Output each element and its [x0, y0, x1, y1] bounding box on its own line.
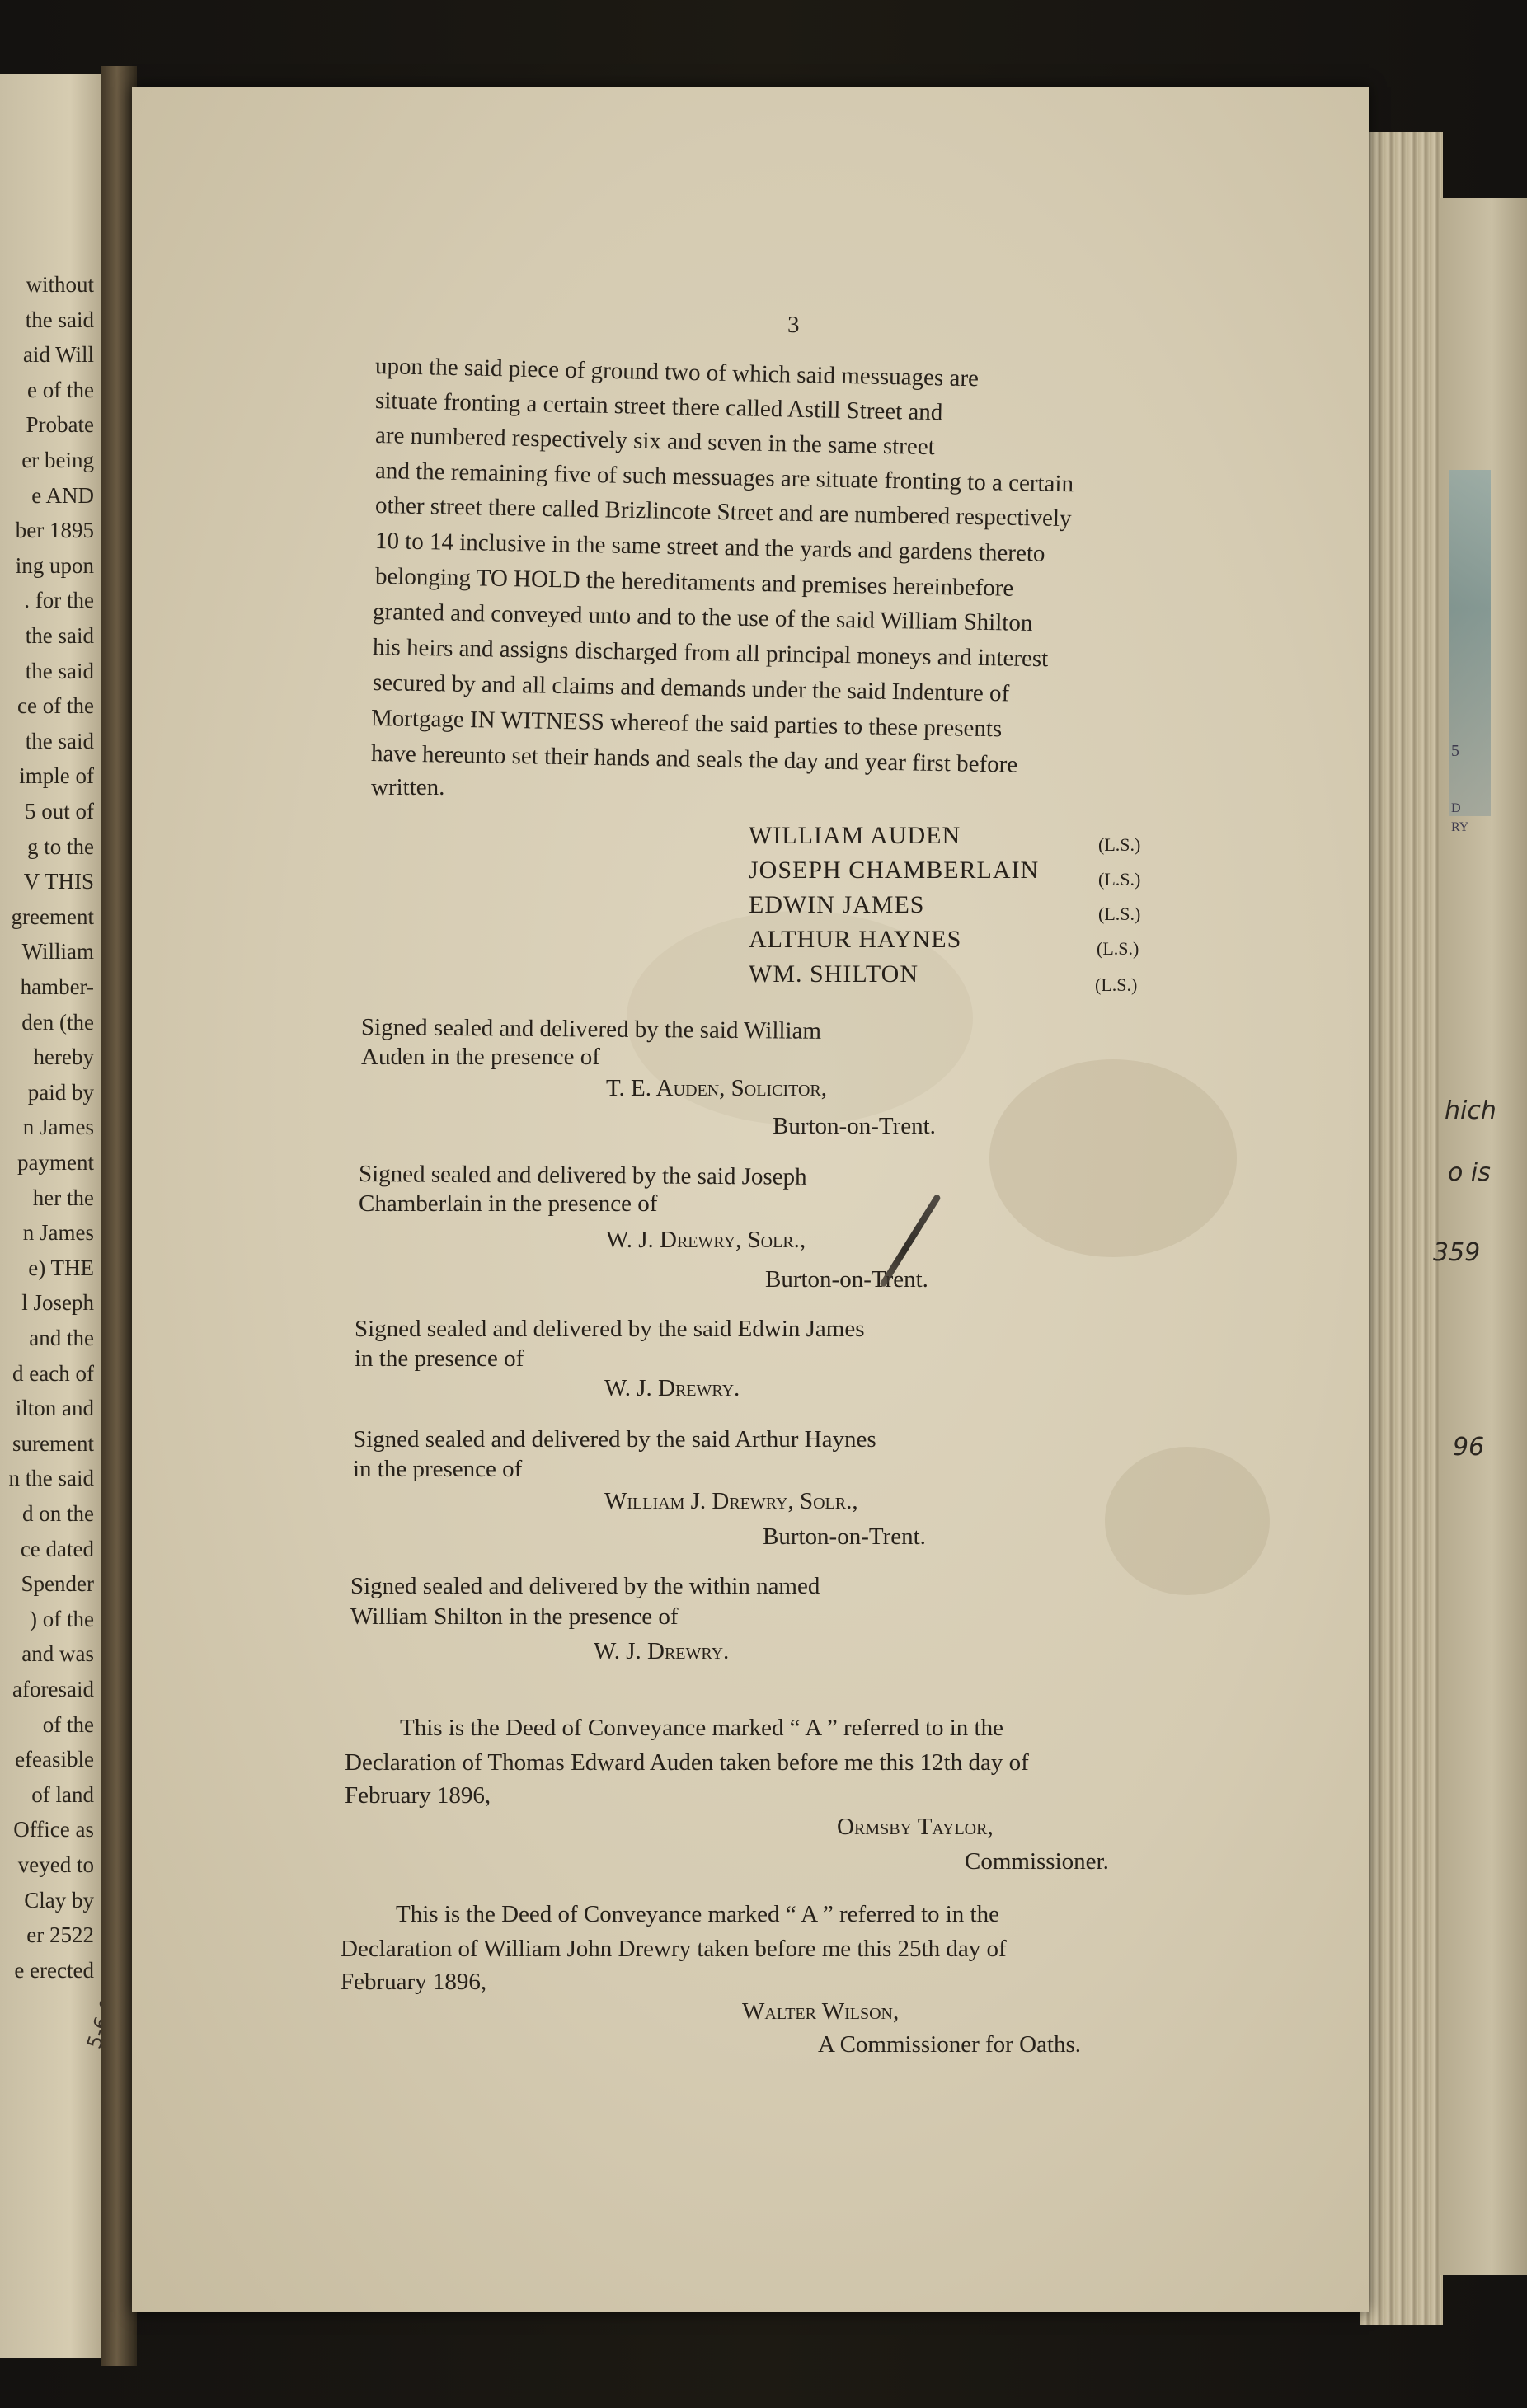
body-line-8: granted and conveyed unto and to the use of the said William Shilton	[372, 598, 1033, 636]
signatory-name-3: EDWIN JAMES	[749, 891, 925, 918]
left-page-line: e erected	[14, 1957, 94, 1983]
left-page-line: ing upon	[15, 552, 94, 578]
body-line-2: situate fronting a certain street there called Astill Street and	[374, 387, 943, 426]
right-handwriting-1: hich	[1445, 1096, 1496, 1125]
attestation-2-line-1: Signed sealed and delivered by the said Joseph	[358, 1161, 807, 1190]
declaration-1-line-1: This is the Deed of Conveyance marked “ A ” referred to in the	[400, 1715, 1003, 1741]
left-page-line: surement	[12, 1430, 94, 1456]
attestation-3-line-2: in the presence of	[355, 1345, 524, 1372]
right-handwriting-2: o is	[1448, 1158, 1491, 1187]
left-page-line: veyed to	[17, 1852, 94, 1877]
attestation-1-line-1: Signed sealed and delivered by the said William	[360, 1014, 822, 1044]
left-page-line: ilton and	[15, 1396, 94, 1421]
attestation-2-witness: W. J. Drewry, Solr.,	[606, 1227, 806, 1253]
left-page-line: e AND	[31, 482, 94, 508]
signatory-name-1: WILLIAM AUDEN	[749, 822, 961, 849]
stamp-digit: 5	[1451, 742, 1459, 760]
attestation-1-place: Burton-on-Trent.	[773, 1113, 936, 1139]
attestation-4-witness: William J. Drewry, Solr.,	[604, 1488, 858, 1514]
signatory-name-2: JOSEPH CHAMBERLAIN	[749, 857, 1040, 884]
left-page-line: ber 1895	[15, 518, 94, 543]
left-page-line: the said	[25, 623, 94, 648]
body-line-7: belonging TO HOLD the hereditaments and premises hereinbefore	[374, 563, 1014, 602]
attestation-5-witness: W. J. Drewry.	[594, 1638, 730, 1664]
left-page-line: and was	[21, 1641, 94, 1667]
left-page-line: er being	[21, 448, 94, 472]
left-page-line: ce dated	[20, 1536, 94, 1561]
attestation-2-line-2: Chamberlain in the presence of	[359, 1190, 658, 1217]
left-page-line: g to the	[27, 833, 94, 859]
left-page-line: without	[26, 272, 94, 297]
left-page-line: paid by	[27, 1079, 94, 1105]
left-page-line: e) THE	[28, 1255, 94, 1280]
left-page-line: ce of the	[17, 693, 94, 719]
declaration-1-title: Commissioner.	[965, 1848, 1109, 1875]
right-handwriting-4: 96	[1453, 1433, 1485, 1462]
body-line-12: have hereunto set their hands and seals the day and year first before	[370, 740, 1018, 778]
attestation-1-witness: T. E. Auden, Solicitor,	[606, 1075, 828, 1101]
left-page-line: and the	[29, 1326, 94, 1350]
attestation-4-place: Burton-on-Trent.	[763, 1523, 926, 1550]
left-page-line: . for the	[24, 588, 94, 613]
stamp-label-2: RY	[1451, 820, 1469, 834]
seal-mark-4: (L.S.)	[1097, 938, 1139, 959]
attestation-2-place: Burton-on-Trent.	[765, 1266, 928, 1293]
body-line-11: Mortgage IN WITNESS whereof the said parties to these presents	[370, 705, 1003, 743]
body-line-9: his heirs and assigns discharged from all principal moneys and interest	[372, 634, 1049, 673]
left-page-line: n James	[22, 1115, 94, 1140]
body-line-4: and the remaining five of such messuages are situate fronting to a certain	[374, 458, 1074, 498]
left-page-line: d each of	[12, 1360, 94, 1386]
attestation-5-line-1: Signed sealed and delivered by the within named	[350, 1573, 820, 1599]
left-page-line: of land	[31, 1781, 94, 1807]
left-page-fragment	[0, 74, 101, 2358]
left-page-line: Clay by	[24, 1887, 94, 1913]
declaration-2-title: A Commissioner for Oaths.	[818, 2031, 1081, 2058]
right-handwriting-3: 359	[1433, 1238, 1481, 1267]
declaration-1-signer: Ormsby Taylor,	[837, 1814, 994, 1840]
stamp-label-1: D	[1451, 801, 1461, 815]
body-line-10: secured by and all claims and demands under the said Indenture of	[372, 669, 1010, 707]
page-number: 3	[787, 312, 800, 338]
left-page-line: aid Will	[22, 342, 94, 368]
left-page-line: imple of	[19, 763, 94, 789]
seal-mark-2: (L.S.)	[1098, 869, 1141, 890]
revenue-stamp	[1449, 470, 1491, 816]
left-page-line: n the said	[8, 1466, 94, 1491]
left-page-line: er 2522	[26, 1922, 94, 1948]
signatory-name-4: ALTHUR HAYNES	[749, 926, 962, 953]
left-page-line: of the	[42, 1711, 94, 1737]
left-page-line: the said	[25, 728, 94, 753]
attestation-5-line-2: William Shilton in the presence of	[350, 1603, 679, 1630]
left-page-line: the said	[25, 658, 94, 683]
declaration-2-line-2: Declaration of William John Drewry taken before me this 25th day of	[341, 1936, 1007, 1962]
left-page-line: n James	[22, 1220, 94, 1246]
left-page-line: Spender	[21, 1571, 94, 1597]
left-page-line: Probate	[26, 412, 94, 438]
left-page-line: 5 out of	[25, 799, 94, 824]
left-page-line: d on the	[22, 1501, 94, 1526]
attestation-1-line-2: Auden in the presence of	[361, 1044, 600, 1070]
left-page-line: greement	[11, 904, 94, 929]
left-page-line: hamber-	[20, 974, 94, 999]
signatory-name-5: WM. SHILTON	[749, 960, 919, 988]
left-page-line: her the	[32, 1185, 94, 1210]
left-page-line: aforesaid	[12, 1677, 94, 1702]
body-line-13: written.	[371, 774, 445, 800]
body-line-6: 10 to 14 inclusive in the same street and the yards and gardens thereto	[374, 528, 1045, 567]
left-page-line: den (the	[21, 1009, 94, 1035]
left-page-line: William	[21, 939, 94, 965]
left-page-line: efeasible	[15, 1747, 94, 1772]
declaration-2-line-3: February 1896,	[341, 1969, 487, 1995]
declaration-2-signer: Walter Wilson,	[742, 1998, 900, 2025]
attestation-4-line-2: in the presence of	[353, 1456, 523, 1482]
declaration-1-line-3: February 1896,	[345, 1782, 491, 1809]
left-page-line: l Joseph	[21, 1290, 94, 1316]
seal-mark-5: (L.S.)	[1095, 974, 1138, 995]
declaration-1-line-2: Declaration of Thomas Edward Auden taken before me this 12th day of	[345, 1749, 1029, 1776]
attestation-3-line-1: Signed sealed and delivered by the said Edwin James	[355, 1316, 865, 1342]
seal-mark-1: (L.S.)	[1098, 834, 1141, 855]
left-page-line: hereby	[33, 1044, 94, 1070]
left-page-line: V THIS	[23, 869, 94, 894]
declaration-2-line-1: This is the Deed of Conveyance marked “ A ” referred to in the	[396, 1901, 999, 1927]
body-line-5: other street there called Brizlincote Street and are numbered respectively	[374, 492, 1072, 533]
left-page-line: the said	[25, 307, 94, 332]
page-edge-stack	[1360, 132, 1443, 2325]
body-line-1: upon the said piece of ground two of which said messuages are	[374, 353, 980, 392]
left-page-line: Office as	[13, 1817, 94, 1842]
left-page-line: ) of the	[30, 1606, 94, 1631]
attestation-3-witness: W. J. Drewry.	[604, 1375, 740, 1401]
body-line-3: are numbered respectively six and seven in the same street	[374, 422, 936, 461]
seal-mark-3: (L.S.)	[1098, 904, 1141, 924]
left-page-line: e of the	[27, 377, 94, 402]
attestation-4-line-1: Signed sealed and delivered by the said Arthur Haynes	[353, 1426, 876, 1453]
left-page-line: payment	[17, 1150, 94, 1175]
